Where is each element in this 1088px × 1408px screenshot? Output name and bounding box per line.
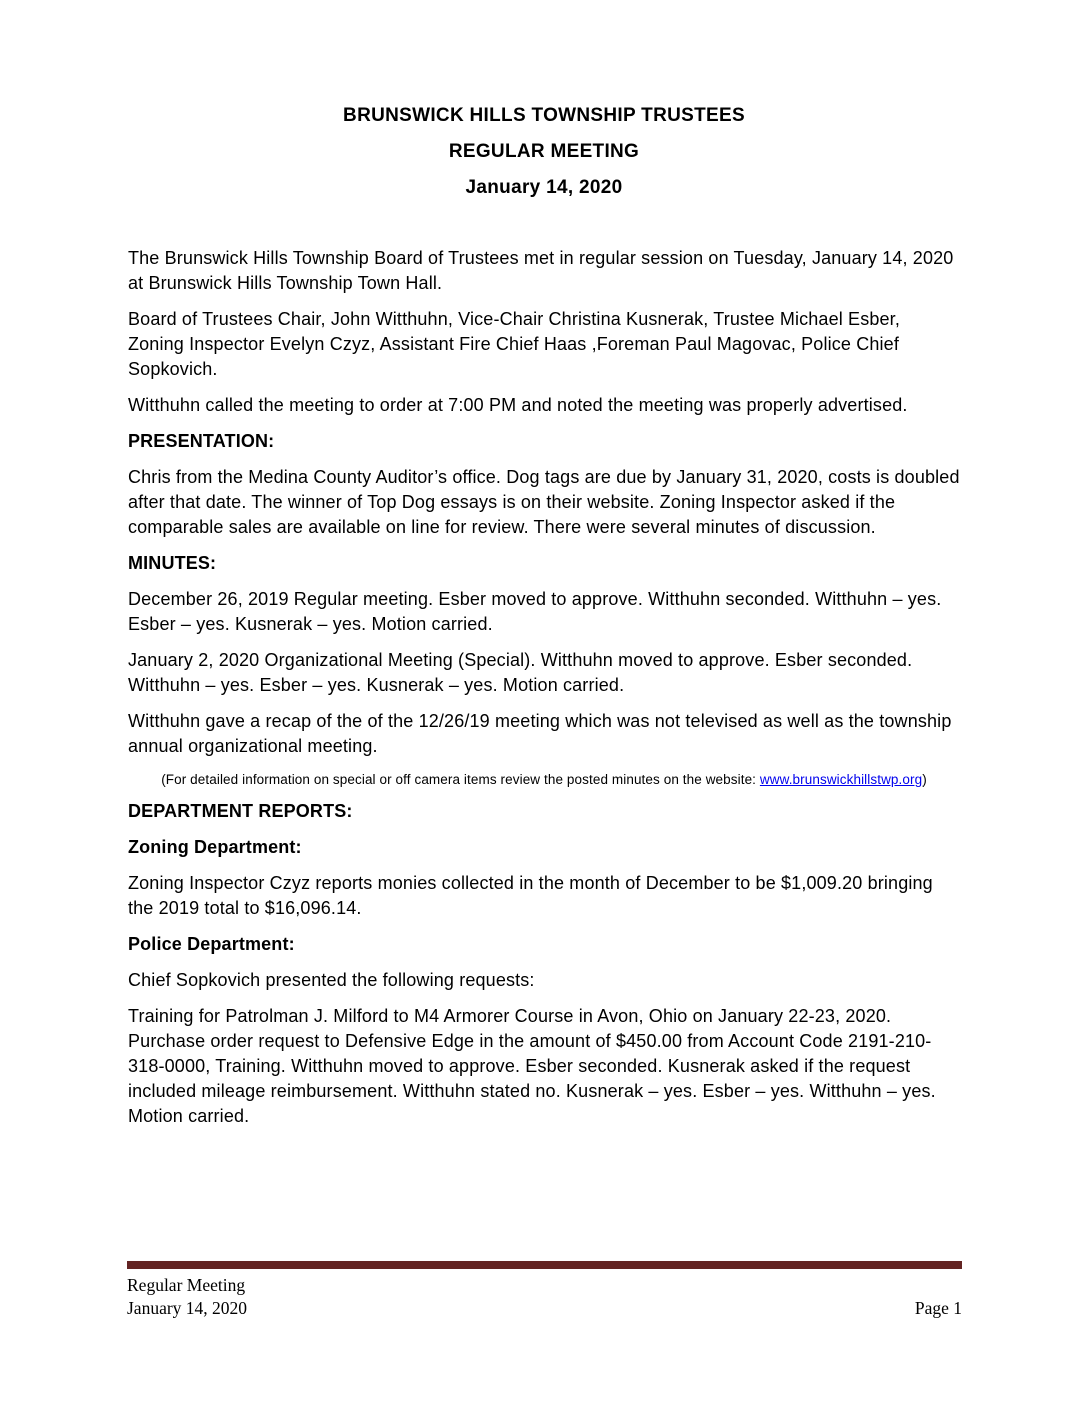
document-subtitle: REGULAR MEETING (448, 141, 640, 162)
paragraph-minutes-december: December 26, 2019 Regular meeting. Esber moved to approve. Witthuhn seconded. Witthuhn – yes. Esber – yes. Kusnerak – yes. Motion carried. (128, 589, 942, 634)
paragraph-call-to-order: Witthuhn called the meeting to order at 7:00 PM and noted the meeting was properly advertised. (128, 395, 908, 415)
section-heading-minutes: MINUTES: (128, 553, 217, 573)
footer-meeting-date: January 14, 2020 (127, 1298, 248, 1318)
paragraph-police-training: Training for Patrolman J. Milford to M4 Armorer Course in Avon, Ohio on January 22-23, 2020. Purchase order request to Defensive Edge in the amount of $450.00 from Account Code 2191-210-318-0000, Training. Witthuhn moved to approve. Esber seconded. Kusnerak asked if the request included mileage reimbursement. Witthuhn stated no. Kusnerak – yes. Esber – yes. Witthuhn – yes. Motion carried. (128, 1006, 936, 1126)
section-heading-zoning-department: Zoning Department: (128, 837, 302, 857)
document-date: January 14, 2020 (465, 177, 623, 198)
page-footer (127, 1261, 962, 1320)
website-note-suffix: ) (922, 772, 927, 787)
footer-rule (127, 1261, 962, 1269)
document-title: BRUNSWICK HILLS TOWNSHIP TRUSTEES (343, 105, 745, 126)
section-heading-department-reports: DEPARTMENT REPORTS: (128, 801, 353, 821)
paragraph-police-intro: Chief Sopkovich presented the following requests: (128, 970, 535, 990)
footer-page-number: Page 1 (914, 1298, 962, 1318)
paragraph-zoning-report: Zoning Inspector Czyz reports monies collected in the month of December to be $1,009.20 bringing the 2019 total to $16,096.14. (128, 873, 933, 918)
website-note-text: (For detailed information on special or off camera items review the posted minutes on the website: (161, 772, 757, 787)
footer-meeting-info (127, 1274, 247, 1320)
footer-meeting-type: Regular Meeting (127, 1275, 246, 1295)
website-link[interactable]: www.brunswickhillstwp.org (759, 772, 923, 787)
paragraph-recap: Witthuhn gave a recap of the of the 12/26/19 meeting which was not televised as well as the township annual organizational meeting. (128, 711, 952, 756)
paragraph-presentation: Chris from the Medina County Auditor’s office. Dog tags are due by January 31, 2020, costs is doubled after that date. The winner of Top Dog essays is on their website. Zoning Inspector asked if the comparable sales are available on line for review. There were several minutes of discussion. (128, 467, 960, 537)
paragraph-minutes-january: January 2, 2020 Organizational Meeting (Special). Witthuhn moved to approve. Esber seconded. Witthuhn – yes. Esber – yes. Kusnerak – yes. Motion carried. (128, 650, 913, 695)
section-heading-presentation: PRESENTATION: (128, 431, 275, 451)
document-title-block (128, 98, 960, 206)
paragraph-intro: The Brunswick Hills Township Board of Trustees met in regular session on Tuesday, January 14, 2020 at Brunswick Hills Township Town Hall. (128, 248, 954, 293)
paragraph-attendees: Board of Trustees Chair, John Witthuhn, Vice-Chair Christina Kusnerak, Trustee Michael Esber, Zoning Inspector Evelyn Czyz, Assistant Fire Chief Haas ,Foreman Paul Magovac, Police Chief Sopkovich. (128, 309, 900, 379)
website-note (128, 770, 960, 790)
section-heading-police-department: Police Department: (128, 934, 295, 954)
